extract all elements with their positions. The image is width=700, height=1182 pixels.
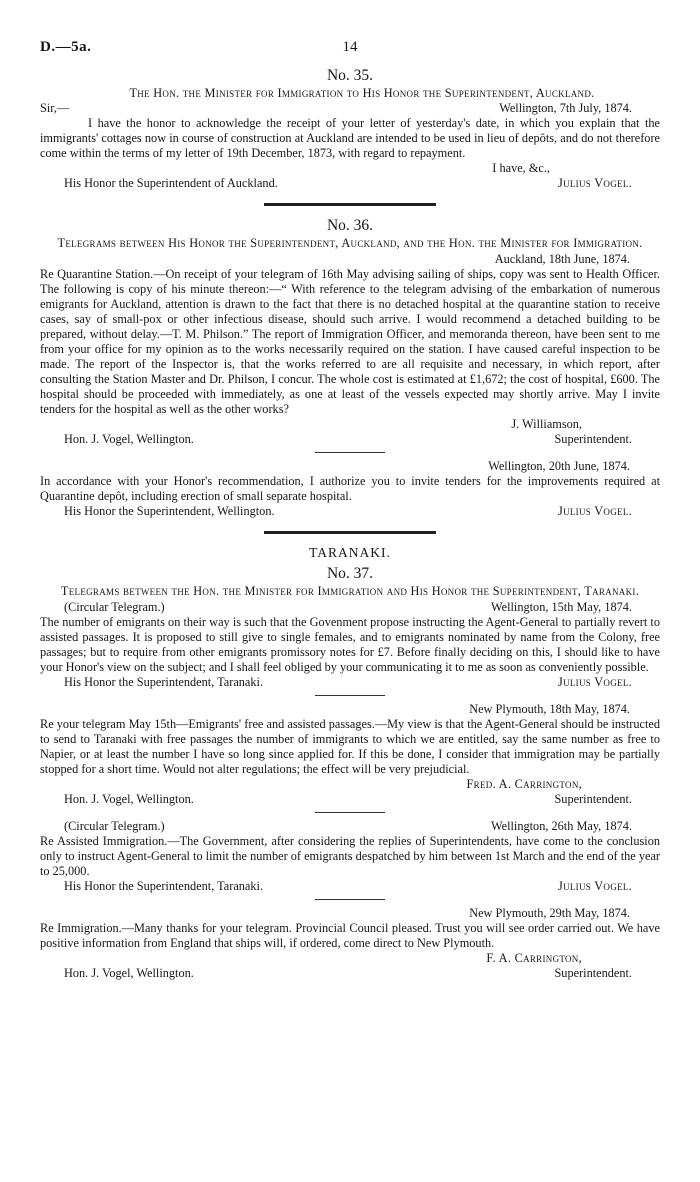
telegrams-heading: Telegrams between the Hon. the Minister for Immigration and His Honor the Superintendent, Taranaki. bbox=[60, 584, 640, 598]
telegram-date: Auckland, 18th June, 1874. bbox=[494, 252, 630, 266]
signatory-title: Superintendent. bbox=[554, 792, 632, 806]
document-reference: D.—5a. bbox=[40, 39, 92, 55]
telegram-date: New Plymouth, 29th May, 1874. bbox=[469, 906, 630, 920]
page-number: 14 bbox=[342, 39, 358, 55]
signature-row bbox=[40, 504, 660, 519]
telegram-signature: Julius Vogel. bbox=[558, 675, 632, 689]
telegram-header-row bbox=[40, 819, 660, 834]
telegram-label: (Circular Telegram.) bbox=[64, 819, 165, 833]
letter-closing: I have, &c., bbox=[492, 161, 550, 175]
telegram bbox=[40, 600, 660, 690]
telegram-date: New Plymouth, 18th May, 1874. bbox=[469, 702, 630, 716]
telegram-body: Re Assisted Immigration.—The Government, after considering the replies of Superintendents, have come to the conclusion only to instruct Agent-General to limit the number of emigrants despatched by him between 1st March and the end of the year to 25,000. bbox=[40, 834, 660, 878]
telegram-signature: F. A. Carrington, bbox=[486, 951, 582, 965]
telegram-body: Re Quarantine Station.—On receipt of your telegram of 16th May advising sailing of ships, copy was sent to Health Officer. The following is copy of his minute thereon:—“ With reference to the telegram advising of the embarkation of numerous emigrants for Auckland, attention is drawn to the fact that there is no detached hospital at the quarantine station to receive cases, say of small-pox or other infectious disease, should such arrive. I would recommend a detached building to be prepared, without delay.—T. M. Philson.” The report of Immigration Officer, and memoranda thereon, have been sent to me from your office for my opinion as to the works necessarily required on the station. I have caused careful inspection to be made. The report of the Inspector is, that the works referred to are all requisite and necessary, in which report, after consulting the Station Master and Dr. Philson, I concur. The whole cost is estimated at £1,672; the cost of hospital, £600. The hospital should be proceeded with immediately, as one at least of the vessels expected may shortly arrive. May I invite tenders for the hospital as well as the other works? bbox=[40, 267, 660, 416]
telegram-divider bbox=[315, 899, 385, 900]
telegram-header-row bbox=[40, 600, 660, 615]
telegrams-no-37 bbox=[40, 544, 660, 981]
telegrams-heading: Telegrams between His Honor the Superintendent, Auckland, and the Hon. the Minister for Immigration. bbox=[57, 236, 643, 250]
signature-row bbox=[40, 675, 660, 690]
telegram-body: Re your telegram May 15th—Emigrants' free and assisted passages.—My view is that the Agent-General should be instructed to send to Taranaki with free passages the number of immigrants to which we are entitled, say the same number as free to Napier, or at least the number I have so long since applied for. If this be done, I consider that immigration may be partially stopped for a short time. Would not alter regulations; the effect will be very prejudicial. bbox=[40, 717, 660, 776]
letter-date: Wellington, 7th July, 1874. bbox=[499, 101, 632, 115]
letter-signature: Julius Vogel. bbox=[558, 176, 632, 190]
telegram-addressee: His Honor the Superintendent, Taranaki. bbox=[64, 675, 264, 689]
telegram bbox=[40, 702, 660, 807]
signature-row bbox=[40, 176, 660, 191]
telegram-divider bbox=[315, 812, 385, 813]
section-number: No. 37. bbox=[326, 565, 374, 582]
telegram-divider bbox=[315, 695, 385, 696]
telegram-date: Wellington, 26th May, 1874. bbox=[491, 819, 632, 833]
telegram-addressee: Hon. J. Vogel, Wellington. bbox=[64, 792, 194, 806]
letter-heading: The Hon. the Minister for Immigration to His Honor the Superintendent, Auckland. bbox=[129, 86, 595, 100]
telegram-addressee: His Honor the Superintendent, Wellington. bbox=[64, 504, 275, 518]
telegram-addressee: His Honor the Superintendent, Taranaki. bbox=[64, 879, 264, 893]
region-heading: TARANAKI. bbox=[309, 545, 391, 560]
signatory-title: Superintendent. bbox=[554, 966, 632, 980]
telegram-signature: Julius Vogel. bbox=[558, 879, 632, 893]
telegram bbox=[40, 819, 660, 894]
section-divider bbox=[264, 203, 436, 206]
letter-addressee: His Honor the Superintendent of Auckland. bbox=[64, 176, 278, 190]
letter-body: I have the honor to acknowledge the receipt of your letter of yesterday's date, in which you explain that the immigrants' cottages now in course of construction at Auckland are intended to be used in lieu of depôts, and do not therefore come within the terms of my letter of 19th December, 1873, with regard to repayment. bbox=[40, 116, 660, 160]
telegram-divider bbox=[315, 452, 385, 453]
telegram-signature: J. Williamson, bbox=[511, 417, 582, 431]
telegram-body: In accordance with your Honor's recommendation, I authorize you to invite tenders for the improvements required at Quarantine depôt, including erection of small separate hospital. bbox=[40, 474, 660, 503]
salutation-row bbox=[40, 101, 660, 116]
letter-no-35 bbox=[40, 66, 660, 191]
signature-row bbox=[40, 879, 660, 894]
section-number: No. 35. bbox=[326, 67, 374, 84]
telegram-body: The number of emigrants on their way is such that the Govenment propose instructing the Agent-General to partially revert to assisted passages. It is proposed to still give to single females, and to emigrants nominated by name from the Colony, free passages; but to require from other emigrants promissory notes for £7. Before finally deciding on this, I should like to have your Honor's view on the subject; and I shall feel obliged by your communicating it to me as soon as conveniently possible. bbox=[40, 615, 660, 674]
telegram-addressee: Hon. J. Vogel, Wellington. bbox=[64, 432, 194, 446]
telegram-signature: Fred. A. Carrington, bbox=[466, 777, 582, 791]
salutation: Sir,— bbox=[40, 101, 70, 115]
telegram-signature: Julius Vogel. bbox=[558, 504, 632, 518]
signature-row bbox=[40, 432, 660, 447]
page-header bbox=[40, 40, 660, 62]
telegram-body: Re Immigration.—Many thanks for your telegram. Provincial Council pleased. Trust you will see order carried out. We have positive information from England that ships will, if ordered, come direct to New Plymouth. bbox=[40, 921, 660, 950]
telegram-label: (Circular Telegram.) bbox=[64, 600, 165, 614]
telegram bbox=[40, 906, 660, 981]
section-number: No. 36. bbox=[326, 217, 374, 234]
telegram bbox=[40, 459, 660, 519]
telegrams-no-36 bbox=[40, 216, 660, 519]
telegram-addressee: Hon. J. Vogel, Wellington. bbox=[64, 966, 194, 980]
section-divider bbox=[264, 531, 436, 534]
signatory-title: Superintendent. bbox=[554, 432, 632, 446]
telegram-date: Wellington, 20th June, 1874. bbox=[488, 459, 630, 473]
signature-row bbox=[40, 792, 660, 807]
telegram-date: Wellington, 15th May, 1874. bbox=[491, 600, 632, 614]
telegram bbox=[40, 252, 660, 447]
signature-row bbox=[40, 966, 660, 981]
